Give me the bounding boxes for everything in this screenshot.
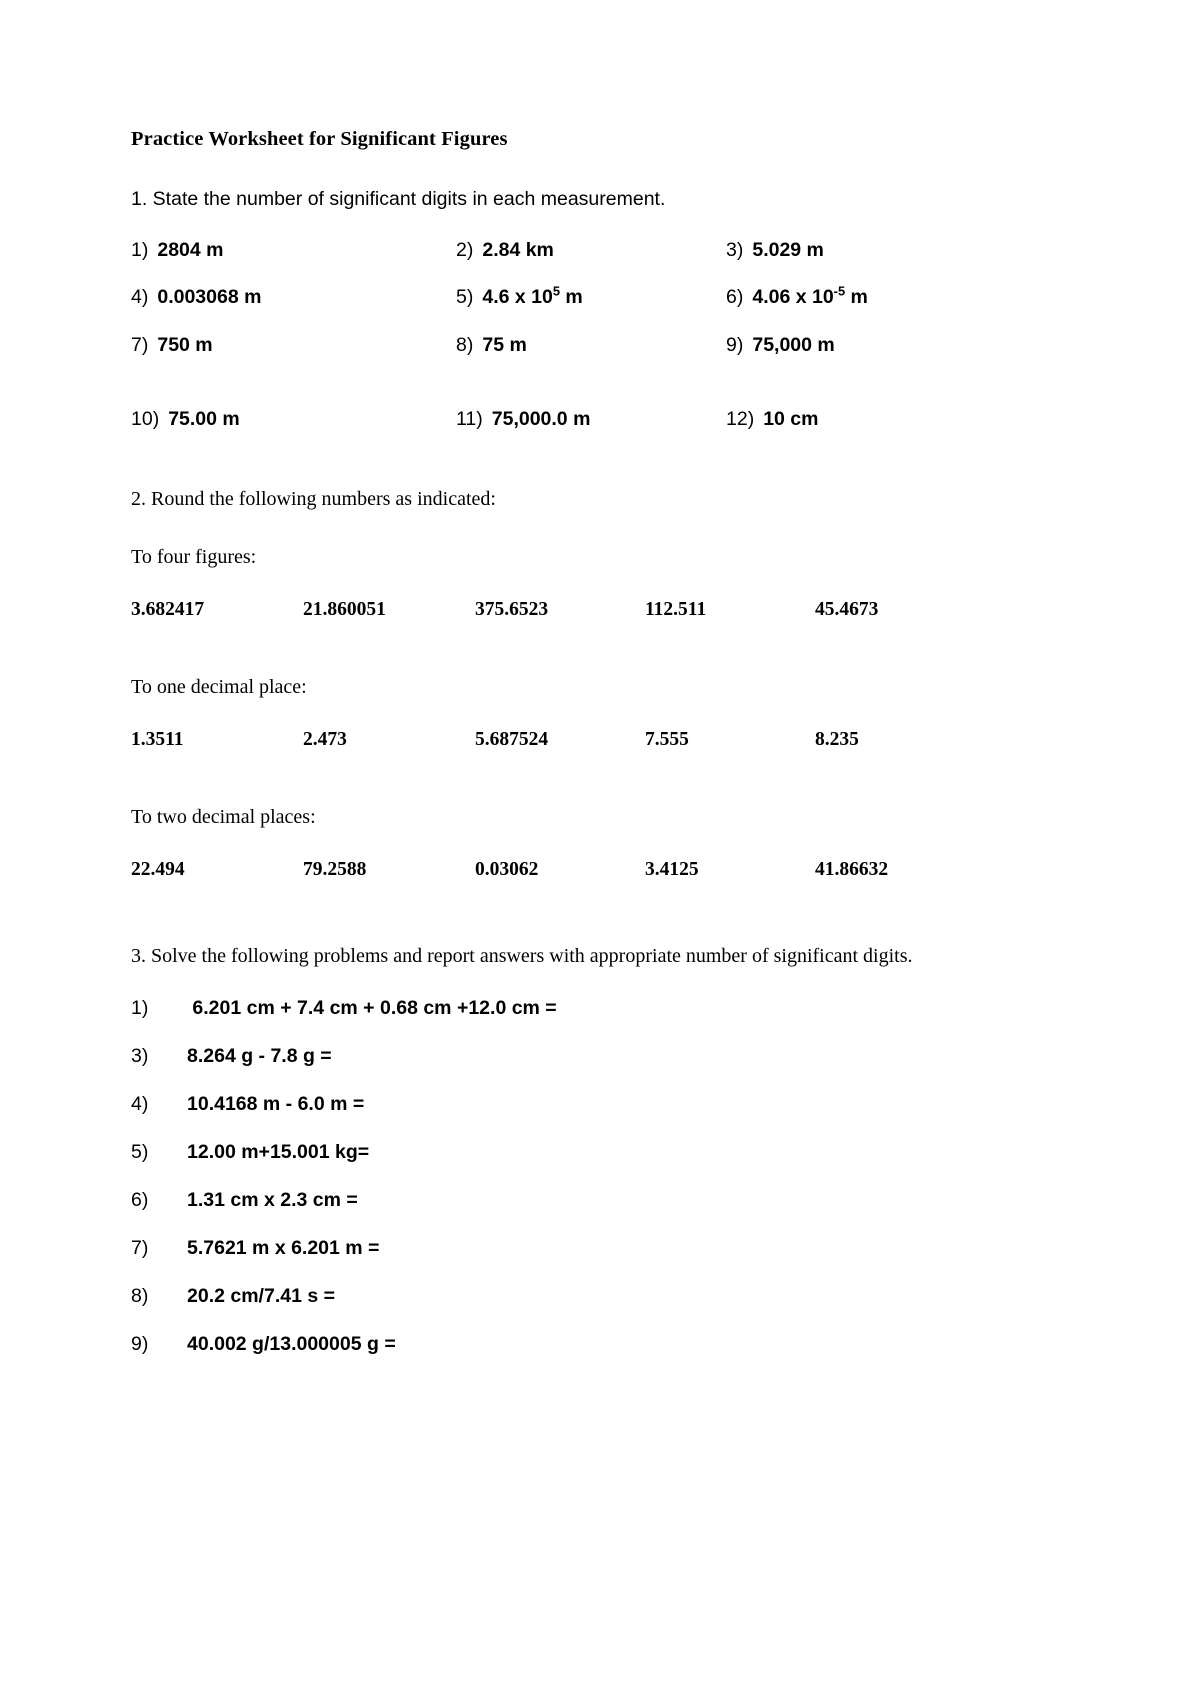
problem-expression: 1.31 cm x 2.3 cm = [187, 1189, 358, 1212]
sig-item-number: 6) [726, 286, 744, 309]
section3-prompt: 3. Solve the following problems and report answers with appropriate number of significant digits. [131, 945, 913, 968]
rounding-row-two-decimals [131, 859, 1071, 881]
sig-item-number: 10) [131, 408, 160, 431]
sig-item-9 [726, 333, 1066, 357]
sig-item-8 [456, 333, 726, 357]
sig-item-number: 9) [726, 333, 744, 356]
sig-item-number: 2) [456, 238, 474, 261]
sig-item-exponent: -5 [833, 283, 846, 299]
sig-item-unit: m [559, 286, 583, 309]
sig-item-2 [456, 238, 726, 262]
problem-row-1 [131, 997, 1071, 1020]
problem-expression: 6.201 cm + 7.4 cm + 0.68 cm +12.0 cm = [187, 997, 557, 1020]
sig-row [131, 333, 1071, 357]
problem-number: 4) [131, 1093, 149, 1116]
section2 [131, 486, 1071, 881]
section2-group-label-one-decimal: To one decimal place: [131, 676, 307, 699]
problem-number: 7) [131, 1237, 149, 1260]
sig-item-number: 7) [131, 333, 149, 356]
problem-row-3 [131, 1045, 1071, 1068]
sig-item-number: 12) [726, 408, 755, 431]
rounding-value: 3.4125 [645, 859, 699, 881]
problem-number: 8) [131, 1285, 149, 1308]
rounding-value: 8.235 [815, 729, 859, 751]
sig-item-value: 75,000.0 m [491, 408, 591, 431]
sig-item-value: 5.029 m [752, 238, 824, 261]
sig-item-exponent: 5 [552, 283, 560, 299]
significant-digits-grid [131, 238, 1071, 432]
sig-item-value: 75 m [482, 333, 527, 356]
rounding-value: 7.555 [645, 729, 689, 751]
sig-item-value [482, 285, 582, 309]
document-content [131, 128, 1071, 1381]
problem-expression: 5.7621 m x 6.201 m = [187, 1237, 380, 1260]
sig-item-12 [726, 407, 1066, 431]
sig-item-number: 1) [131, 238, 149, 261]
sig-item-1 [131, 238, 456, 262]
sig-item-number: 3) [726, 238, 744, 261]
rounding-value: 45.4673 [815, 599, 879, 621]
rounding-value: 21.860051 [303, 599, 386, 621]
problem-expression: 10.4168 m - 6.0 m = [187, 1093, 365, 1116]
sig-item-value: 75.00 m [168, 408, 240, 431]
problem-row-8 [131, 1285, 1071, 1308]
sig-item-value: 0.003068 m [157, 286, 262, 309]
sig-item-mantissa: 4.06 x 10 [752, 286, 834, 309]
problem-expression: 12.00 m+15.001 kg= [187, 1141, 370, 1164]
problem-number: 9) [131, 1333, 149, 1356]
page-title: Practice Worksheet for Significant Figures [131, 128, 508, 150]
sig-item-number: 4) [131, 286, 149, 309]
sig-item-value: 2.84 km [482, 238, 554, 261]
sig-item-value [752, 285, 868, 309]
sig-item-unit: m [845, 286, 868, 309]
rounding-value: 5.687524 [475, 729, 549, 751]
problem-number: 1) [131, 997, 149, 1020]
rounding-value: 112.511 [645, 599, 707, 621]
sig-item-value: 75,000 m [752, 333, 835, 356]
sig-row [131, 238, 1071, 262]
problem-row-4 [131, 1093, 1071, 1116]
sig-item-value: 750 m [157, 333, 213, 356]
rounding-value: 2.473 [303, 729, 347, 751]
rounding-value: 1.3511 [131, 729, 184, 751]
sig-item-value: 2804 m [157, 238, 224, 261]
rounding-value: 3.682417 [131, 599, 205, 621]
sig-row [131, 407, 1071, 431]
rounding-value: 22.494 [131, 859, 185, 881]
sig-item-3 [726, 238, 1066, 262]
sig-item-7 [131, 333, 456, 357]
section2-group-label-two-decimals: To two decimal places: [131, 806, 316, 829]
problem-expression: 40.002 g/13.000005 g = [187, 1333, 396, 1356]
sig-item-number: 5) [456, 286, 474, 309]
sig-item-number: 8) [456, 333, 474, 356]
problem-row-9 [131, 1333, 1071, 1356]
sig-item-6 [726, 285, 1066, 309]
problem-row-7 [131, 1237, 1071, 1260]
section2-prompt: 2. Round the following numbers as indicated: [131, 488, 496, 511]
sig-item-value: 10 cm [763, 408, 819, 431]
rounding-value: 0.03062 [475, 859, 539, 881]
sig-item-4 [131, 285, 456, 309]
sig-item-5 [456, 285, 726, 309]
section1-prompt: 1. State the number of significant digits in each measurement. [131, 187, 666, 210]
rounding-value: 79.2588 [303, 859, 367, 881]
rounding-row-four-figures [131, 599, 1071, 621]
problem-row-5 [131, 1141, 1071, 1164]
problem-number: 5) [131, 1141, 149, 1164]
section3 [131, 941, 1071, 1356]
problem-number: 3) [131, 1045, 149, 1068]
section2-group-label-four-figures: To four figures: [131, 546, 257, 569]
sig-item-mantissa: 4.6 x 10 [482, 286, 553, 309]
problem-expression: 20.2 cm/7.41 s = [187, 1285, 335, 1308]
rounding-value: 41.86632 [815, 859, 889, 881]
rounding-row-one-decimal [131, 729, 1071, 751]
problem-row-6 [131, 1189, 1071, 1212]
sig-row [131, 285, 1071, 309]
sig-item-11 [456, 407, 726, 431]
problem-number: 6) [131, 1189, 149, 1212]
rounding-value: 375.6523 [475, 599, 549, 621]
problem-expression: 8.264 g - 7.8 g = [187, 1045, 332, 1068]
sig-item-number: 11) [456, 408, 483, 431]
sig-item-10 [131, 407, 456, 431]
